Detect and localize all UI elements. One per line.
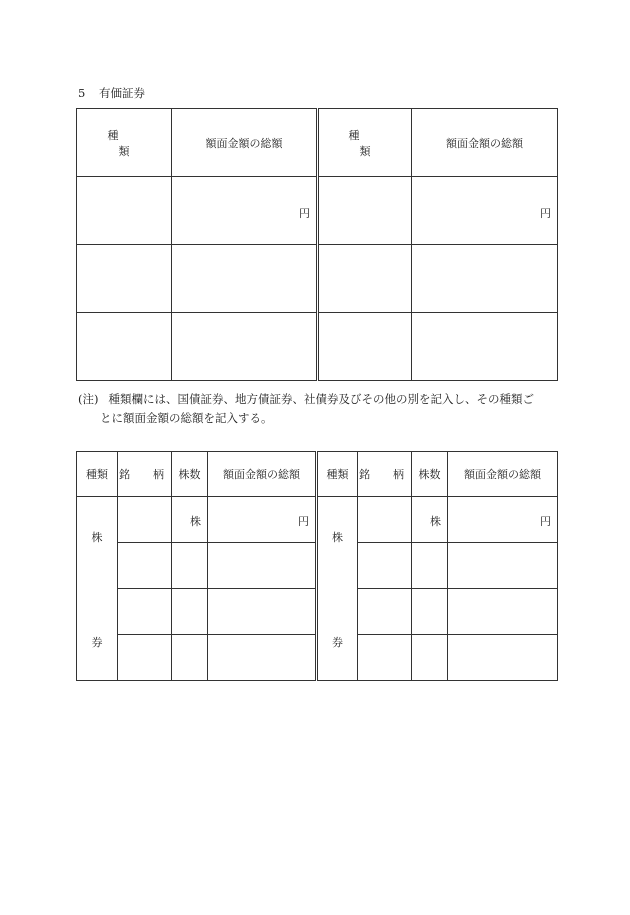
- header-face-value-total: 額面金額の総額: [208, 452, 317, 497]
- shares-cell[interactable]: [412, 543, 448, 589]
- header-face-value-total: 額面金額の総額: [412, 109, 558, 177]
- shares-cell[interactable]: [172, 543, 208, 589]
- kind-label-bottom: 券: [91, 636, 103, 649]
- section-title: [78, 85, 145, 101]
- shares-cell[interactable]: [172, 589, 208, 635]
- header-face-value-total: 額面金額の総額: [448, 452, 558, 497]
- brand-cell[interactable]: [358, 543, 412, 589]
- amount-cell[interactable]: [412, 313, 558, 381]
- shares-cell[interactable]: [412, 497, 448, 543]
- stock-kind-cell: [317, 497, 358, 681]
- header-face-value-total: 額面金額の総額: [172, 109, 318, 177]
- shares-unit: 株: [430, 515, 441, 528]
- header-brand: 銘 柄: [358, 452, 412, 497]
- brand-cell[interactable]: [358, 497, 412, 543]
- amount-cell[interactable]: [412, 245, 558, 313]
- amount-cell[interactable]: [448, 497, 558, 543]
- table-row: [77, 177, 558, 245]
- table-header-row: [77, 109, 558, 177]
- amount-cell[interactable]: [208, 589, 317, 635]
- type-cell[interactable]: [77, 313, 172, 381]
- shares-cell[interactable]: [412, 589, 448, 635]
- type-cell[interactable]: [318, 177, 412, 245]
- type-cell[interactable]: [77, 177, 172, 245]
- section-number: 5: [78, 86, 86, 100]
- yen-unit: 円: [540, 207, 551, 220]
- header-type: 種 類: [77, 109, 172, 177]
- type-cell[interactable]: [318, 313, 412, 381]
- stocks-table: [76, 451, 558, 681]
- table-row: [77, 245, 558, 313]
- amount-cell[interactable]: [172, 313, 318, 381]
- amount-cell[interactable]: [448, 589, 558, 635]
- shares-unit: 株: [190, 515, 201, 528]
- note-tag: (注): [78, 392, 99, 406]
- kind-label-top: 株: [91, 531, 103, 544]
- kind-label-bottom: 券: [332, 636, 343, 649]
- brand-cell[interactable]: [358, 635, 412, 681]
- amount-cell[interactable]: [448, 543, 558, 589]
- table-row: [77, 313, 558, 381]
- table-header-row: [77, 452, 558, 497]
- brand-cell[interactable]: [118, 543, 172, 589]
- note-line-2: とに額面金額の総額を記入する。: [100, 411, 273, 425]
- header-type: 種 類: [318, 109, 412, 177]
- amount-cell[interactable]: [172, 245, 318, 313]
- shares-cell[interactable]: [412, 635, 448, 681]
- amount-cell[interactable]: [208, 497, 317, 543]
- brand-cell[interactable]: [358, 589, 412, 635]
- amount-cell[interactable]: [412, 177, 558, 245]
- shares-cell[interactable]: [172, 497, 208, 543]
- amount-cell[interactable]: [208, 635, 317, 681]
- note-line-1: 種類欄には、国債証券、地方債証券、社債券及びその他の別を記入し、その種類ご: [108, 392, 534, 406]
- brand-cell[interactable]: [118, 497, 172, 543]
- table-row: [77, 497, 558, 543]
- yen-unit: 円: [299, 207, 310, 220]
- securities-table: [76, 108, 558, 381]
- shares-cell[interactable]: [172, 635, 208, 681]
- type-cell[interactable]: [318, 245, 412, 313]
- brand-cell[interactable]: [118, 635, 172, 681]
- amount-cell[interactable]: [172, 177, 318, 245]
- header-type: 種類: [317, 452, 358, 497]
- note: [78, 390, 558, 428]
- brand-cell[interactable]: [118, 589, 172, 635]
- header-share-count: 株数: [172, 452, 208, 497]
- amount-cell[interactable]: [448, 635, 558, 681]
- yen-unit: 円: [298, 515, 309, 528]
- header-type: 種類: [77, 452, 118, 497]
- header-share-count: 株数: [412, 452, 448, 497]
- type-cell[interactable]: [77, 245, 172, 313]
- kind-label-top: 株: [332, 531, 343, 544]
- amount-cell[interactable]: [208, 543, 317, 589]
- section-title-text: 有価証券: [98, 86, 145, 100]
- header-brand: 銘 柄: [118, 452, 172, 497]
- stock-kind-cell: [77, 497, 118, 681]
- yen-unit: 円: [540, 515, 551, 528]
